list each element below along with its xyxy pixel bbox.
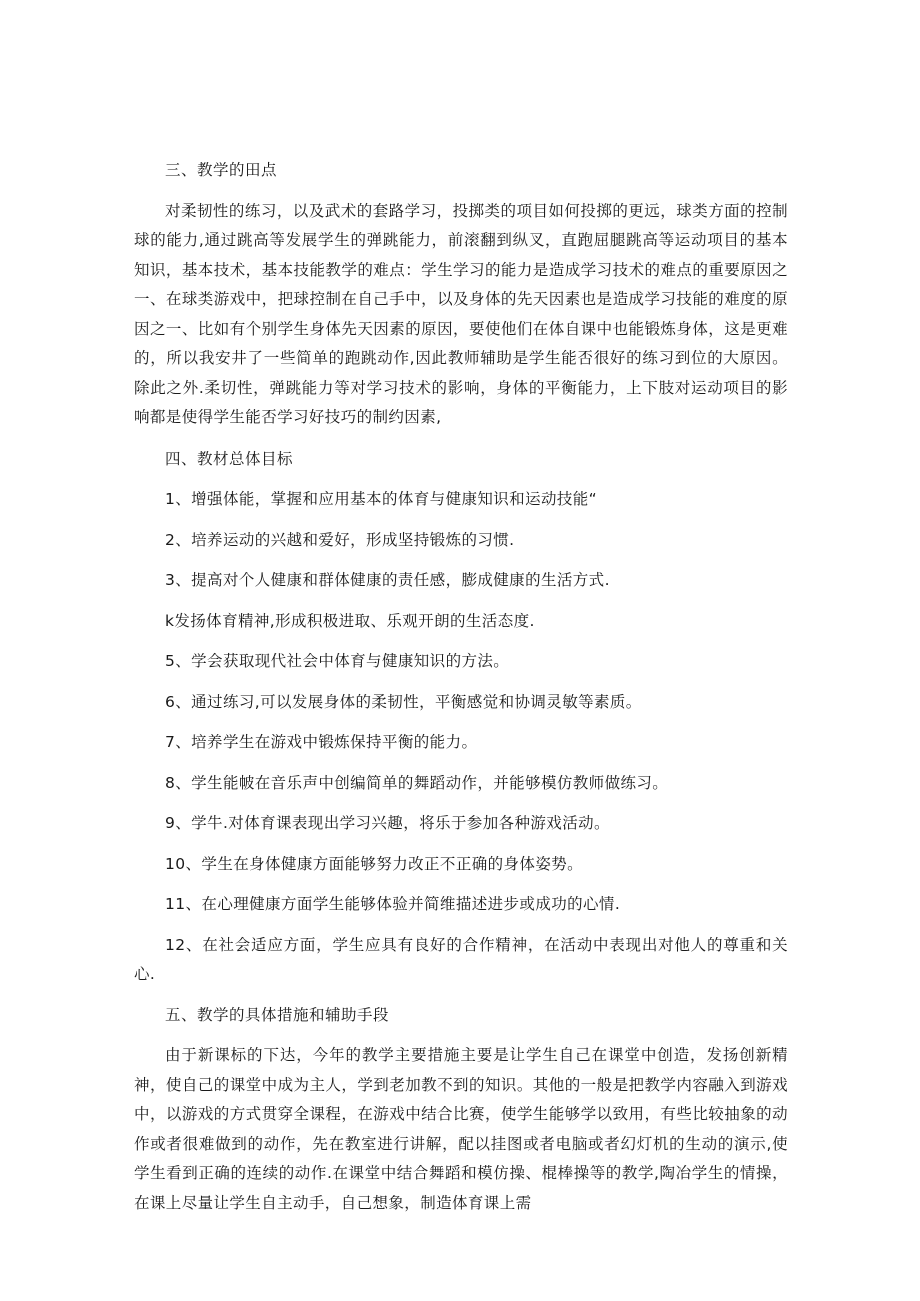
document-body <box>134 156 788 1230</box>
goal-item-8: 8、学生能帔在音乐声中创编简单的舞蹈动作，并能够模仿教师做练习。 <box>165 773 669 792</box>
goal-item-3: 3、提高对个人健康和群体健康的责任感，膨成健康的生活方式. <box>165 571 610 589</box>
goal-item-11: 11、在心理健康方面学生能够体验并简维描述进步或成功的心情. <box>165 895 621 913</box>
section-5-paragraph: 由于新课标的下达，今年的教学主要措施主要是让学生自己在课堂中创造，发扬创新精神，使自己的课堂中成为主人，学到老加教不到的知识。其他的一般是把教学内容融入到游戏中，以游戏的方式贯穿全课程，在游戏中结合比赛，使学生能够学以致用，有些比较抽象的动作或者很难做到的动作，先在教室进行讲解，配以挂图或者电脑或者幻灯机的生动的演示,使学生看到正确的连续的动作.在课堂中结合舞蹈和模仿操、棍棒操等的教学,陶冶学生的情操，在课上尽量让学生自主动手，自己想象，制造体育课上需 <box>134 1046 788 1212</box>
goal-item-7: 7、培养学生在游戏中锻炼保持平衡的能力。 <box>165 733 478 751</box>
goal-item-2: 2、培养运动的兴越和爱好，形成坚持锻炼的习惯. <box>165 530 515 549</box>
section-3-paragraph: 对柔韧性的练习，以及武术的套路学习，投掷类的项目如何投掷的更远，球类方面的控制球的能力,通过跳高等发展学生的弹跳能力，前滚翻到纵叉，直跑屈腿跳高等运动项目的基本知识，基本技术，基本技能教学的难点：学生学习的能力是造成学习技术的难点的重要原因之一、在球类游戏中，把球控制在自己手中，以及身体的先天因素也是造成学习技能的难度的原因之一、比如有个别学生身体先天因素的原因，要使他们在体自课中也能锻炼身体，这是更难的，所以我安井了一些简单的跑跳动作,因此教师辅助是学生能否很好的练习到位的大原因。除此之外.柔切性，弹跳能力等对学习技术的影响，身体的平衡能力，上下肢对运动项目的影响都是使得学生能否学习好技巧的制约因素, <box>134 201 788 426</box>
section-5-heading: 五、教学的具体措施和辅助手段 <box>165 1005 390 1024</box>
goal-item-6: 6、通过练习,可以发展身体的柔韧性，平衡感觉和协调灵敏等素质。 <box>165 692 642 711</box>
goal-item-12: 12、在社会适应方面，学生应具有良好的合作精神，在活动中表现出对他人的尊重和关心. <box>134 935 788 983</box>
section-4-heading: 四、教材总体目标 <box>165 449 294 468</box>
section-3-heading: 三、教学的田点 <box>165 161 278 179</box>
goal-item-9: 9、学牛.对体育课表现出学习兴趣，将乐于参加各种游戏活动。 <box>165 814 610 832</box>
goal-item-4: k发扬体育精神,形成积极进取、乐观开朗的生活态度. <box>165 611 535 630</box>
goal-item-10: 10、学生在身体健康方面能够努力改正不正确的身体姿势。 <box>165 854 584 873</box>
goal-item-1: 1、增强体能，掌握和应用基本的体育与健康知识和运动技能“ <box>165 490 598 508</box>
goal-item-5: 5、学会获取现代社会中体育与健康知识的方法。 <box>165 652 510 670</box>
